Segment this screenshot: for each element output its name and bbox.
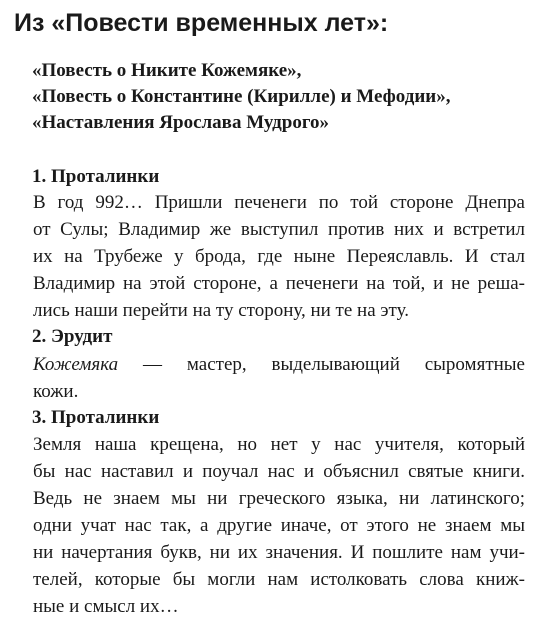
work-title: «Наставления Ярослава Мудрого» <box>32 112 330 133</box>
definition-body: — мастер, выделывающий сыромятные <box>118 354 525 375</box>
text-line: В год 992… Пришли печенеги по той стороне Днепра <box>33 192 525 213</box>
text-line: Земля наша крещена, но нет у нас учителя, который <box>33 434 525 455</box>
page-title: Из «Повести временных лет»: <box>14 9 389 37</box>
definition-text <box>33 351 525 405</box>
text-line: кожи. <box>33 381 79 402</box>
works-list <box>32 58 450 136</box>
section-heading: 3. Проталинки <box>32 407 160 428</box>
work-title: «Повесть о Константине (Кирилле) и Мефодии», <box>32 86 451 107</box>
text-line: телей, которые бы могли нам истолковать слова книж- <box>33 569 525 590</box>
text-line: ные и смысл их… <box>33 596 179 617</box>
text-line: бы нас наставил и поучал нас и объяснил святые книги. <box>33 461 525 482</box>
work-title: «Повесть о Никите Кожемяке», <box>32 60 302 81</box>
text-line <box>33 351 525 378</box>
section-text <box>33 431 525 620</box>
text-line: ни начертания букв, ни их значения. И пошлите нам учи- <box>33 542 525 563</box>
text-line: лись наши перейти на ту сторону, ни те на эту. <box>33 300 409 321</box>
definition-term: Кожемяка <box>33 354 119 375</box>
section-text <box>33 189 525 324</box>
text-line: их на Трубеже у брода, где ныне Переяславль. И стал <box>33 246 525 267</box>
text-line: от Сулы; Владимир же выступил против них и встретил <box>33 219 525 240</box>
section-heading: 2. Эрудит <box>32 326 113 347</box>
section-heading: 1. Проталинки <box>32 166 160 187</box>
text-line: Ведь не знаем мы ни греческого языка, ни латинского; <box>33 488 525 509</box>
text-line: одни учат нас так, а другие иначе, от этого не знаем мы <box>33 515 525 536</box>
text-line: Владимир на этой стороне, а печенеги на той, и не реша- <box>33 273 525 294</box>
